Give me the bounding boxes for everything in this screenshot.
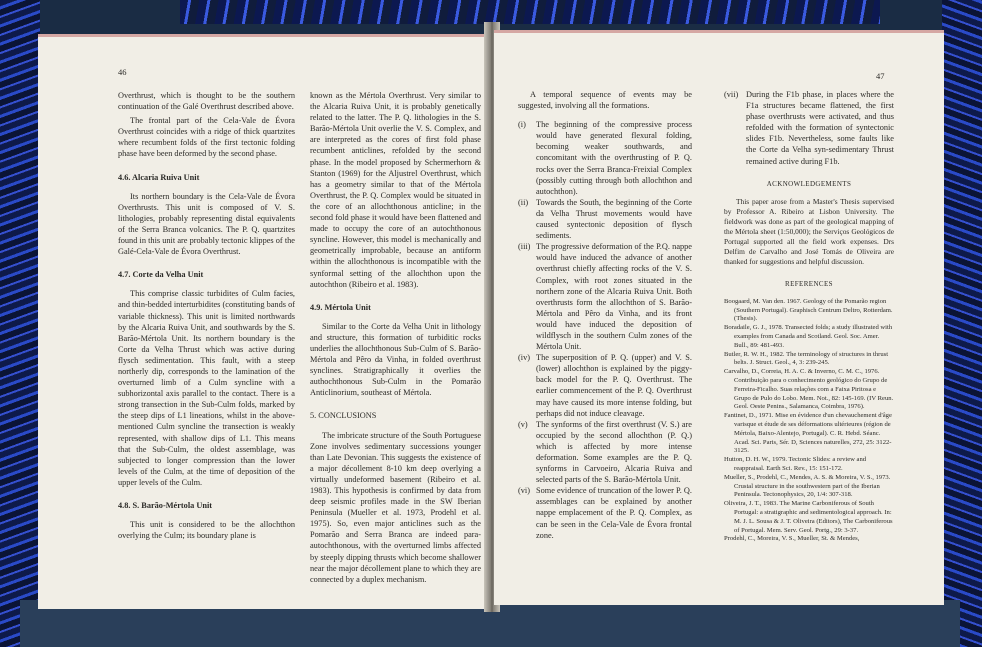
section-heading: 4.9. Mértola Unit	[310, 302, 371, 312]
list-item-number: (ii)	[518, 197, 529, 207]
paragraph: Its northern boundary is the Cela-Vale de Évora Overthrusts. This unit is composed of V. S. lithologies, probably representing distal equivalents of the Serra Branca volcanics. The P. Q. quartzites found in this unit are probably tectonic klippes of the Galé-Cela-Vale de Évora Overthrust.	[118, 191, 295, 257]
references-list	[724, 298, 894, 544]
page-number-left: 46	[118, 67, 127, 77]
paragraph: This unit is considered to be the allochthon overlying the Culm; its boundary plane is	[118, 520, 295, 541]
paragraph: The frontal part of the Cela-Vale de Évora Overthrust coincides with a ridge of thick quartzites where recumbent folds of the first tectonic folding phase have been deformed by the second phase.	[118, 116, 295, 159]
list-item	[518, 419, 692, 486]
left-page-column-1	[118, 90, 295, 541]
list-item-number: (iv)	[518, 353, 530, 363]
reference-entry: Fantinet, D., 1971. Mise en évidence d'un chevauchement d'âge varisque et étude de ses déformations ultérieures (région de Mértola, Baixo-Alentejo, Portugal). C. R. Hebd. Séanc. Acad. Sci. Paris, Sér. D, Sciences naturelles, 272, 25: 3122-3125.	[724, 412, 892, 455]
right-page	[494, 30, 944, 605]
reference-entry: Prodehl, C., Moreira, V. S., Mueller, St. & Mendes,	[724, 535, 860, 543]
section-heading: 4.6. Alcaria Ruiva Unit	[118, 172, 200, 182]
book-cover-left	[0, 0, 40, 647]
list-item-number: (i)	[518, 120, 526, 130]
reference-entry: Mueller, S., Prodehl, C., Mendes, A. S. & Moreira, V. S., 1973. Crustal structure in the southwestern part of the Iberian Peninsula. Tectonophysics, 20, 1/4: 307-318.	[724, 473, 891, 499]
list-item-number: (v)	[518, 419, 528, 429]
reference-entry: Carvalho, D., Correia, H. A. C. & Inverno, C. M. C., 1976. Contribuição para o conhecimento geológico do Grupo de Ferreira-Ficalho. Suas relações com a Faixa Piritosa e Grupo de Pulo do Lobo. Mem. Not., 82: 145-169. (IV Reun. Geol. Oeste Penins., Salamanca, Coimbra, 1976).	[724, 368, 894, 411]
list-item-text: Some evidence of truncation of the lower P. Q. assemblages can be explained by another nappe emplacement of the P. Q. Complex, as can be seen in the Cela-Vale de Évora frontal zone.	[536, 486, 692, 540]
paragraph: This comprise classic turbidites of Culm facies, and thin-bedded interturbidites (constituting bands of variable thickness). This unit is limited northwards by the Alcaria Ruiva Unit, and southwards by the S. Barão-Mértola Unit. Its northern boundary is the Corte da Velha Thrust which was active during flysch sedimentation. This fault, with a steep northerly dip, corresponds to the lamination of the overturned limb of a Culm syncline with a subhorizontal axis parallel to the contact. There is a strong transection in the Sub-Culm folds, marked by the steep dips of L1 lineations, whilst in the above-mentioned Culm syncline the transection is weakly represented, with shallow dips of L1. This means that the Sub-Culm, the oldest assemblage, was subjected to longer compression than the lower levels of the Culm, at the time of deposition of the upper levels of the Culm.	[118, 289, 295, 487]
right-page-column-1	[518, 89, 692, 541]
paragraph: Overthrust, which is thought to be the southern continuation of the Galé Overthrust described above.	[118, 91, 295, 112]
list-item	[518, 352, 692, 419]
list-item-number: (iii)	[518, 242, 531, 252]
list-item-text: The synforms of the first overthrust (V. S.) are occupied by the second allochthon (P. Q.) which is affected by more intense deformation. Some examples are the P. Q. synforms in Carvoeiro, Alcaria Ruiva and selected parts of the S. Barão-Mértola Unit.	[536, 419, 692, 485]
list-item-number: (vi)	[518, 486, 530, 496]
section-heading: 5. CONCLUSIONS	[310, 411, 377, 421]
section-heading: 4.7. Corte da Velha Unit	[118, 270, 204, 280]
right-page-column-2	[724, 89, 894, 544]
reference-entry: Butler, R. W. H., 1982. The terminology of structures in thrust belts. J. Struct. Geol., 4, 3: 239-245.	[724, 350, 889, 367]
paragraph: A temporal sequence of events may be suggested, involving all the formations.	[518, 90, 692, 111]
reference-entry: Boogaard, M. Van den. 1967. Geology of the Pomarão region (Southern Portugal). Graphisch Centrum Deltro, Rotterdam. (Thesis).	[724, 297, 893, 323]
references-heading: REFERENCES	[785, 279, 833, 288]
list-item-text: Towards the South, the beginning of the Corte da Velha Thrust movements would have caused syntectonic deposition of flysch sediments.	[536, 197, 692, 241]
reference-entry: Oliveira, J. T., 1983. The Marine Carboniferous of South Portugal: a stratigraphic and sedimentological approach. In: M. J. L. Sousa & J. T. Oliveira (Editors), The Carboniferous of Portugal. Mem. Serv. Geol. Portg., 29: 3-37.	[724, 500, 893, 534]
reference-entry: Boradaile, G. J., 1978. Transected folds; a study illustrated with examples from Canada and Scotland. Geol. Soc. Amer. Bull., 89: 481-493.	[724, 324, 893, 349]
acknowledgements-heading: ACKNOWLEDGEMENTS	[766, 179, 852, 188]
list-item	[518, 241, 692, 352]
book-cover-top	[180, 0, 880, 24]
list-item-text: The beginning of the compressive process would have generated flexural folding, becoming weaker southwards, and concomitant with the overthrusting of P. Q. rocks over the Serra Branca-Freixial Complex (possibly cutting through both allochthon and autochthon).	[536, 120, 692, 196]
event-sequence-list	[518, 119, 692, 541]
list-item	[518, 485, 692, 540]
reference-entry: Hutton, D. H. W., 1979. Tectonic Slides: a review and reappraisal. Earth Sci. Rev., 15: 151-172.	[724, 456, 867, 472]
acknowledgements-text: This paper arose from a Master's Thesis supervised by Professor A. Ribeiro at Lisbon University. The fieldwork was done as part of the geological mapping of the Mértola sheet (1:50,000); the Serviços Geológicos de Portugal supported all the field work expenses. Drs Delfim de Carvalho and José Tomás de Oliveira are thanked for suggestions and helpful discussion.	[724, 196, 894, 266]
list-item	[518, 119, 692, 197]
list-item: (vii) During the F1b phase, in places where the F1a structures became flattened, the first phase overthrusts were activated, and thus refolded with the formation of syntectonic slides F1b. Nevertheless, some faults like the Corte da Velha syn-sedimentary Thrust remained active during F1b.	[724, 90, 894, 166]
left-page	[38, 34, 490, 609]
left-page-column-2	[310, 90, 481, 585]
list-item-text: The progressive deformation of the P.Q. nappe would have induced the advance of another overthrust chiefly affecting rocks of the V. S. Complex, with root zones situated in the northern zone of the Alcaria Ruiva Unit. Both overthrusts form the allochthon of S. Barão-Mértola and Pêro da Vinha, and its front would have induced the deposition of wildflysch in the southern Culm zones of the Mértola Unit.	[536, 242, 692, 352]
list-item-text: The superposition of P. Q. (upper) and V. S. (lower) allochthon is explained by the piggy-back model for the P. Q. Overthrust. The earlier commencement of the P. Q. Overthrust may have caused its more intense folding, but perhaps did not induce cleavage.	[536, 353, 692, 418]
book-cover-right	[942, 0, 982, 647]
paragraph: Similar to the Corte da Velha Unit in lithology and structure, this formation of turbiditic rocks underlies the allochthonous Sub-Culm of S. Barão-Mértola and Pêro da Vinha, in folded overthrust synclines. Stratigraphically it overlies the authochthonous Sub-Culm in the Pomarão Anticlinorium, southeast of Mértola.	[310, 321, 481, 398]
section-heading: 4.8. S. Barão-Mértola Unit	[118, 501, 213, 510]
list-item	[518, 197, 692, 241]
paragraph: The imbricate structure of the South Portuguese Zone involves sedimentary successions younger than Late Devonian. This suggests the existence of a major décollement 8-10 km deep overlying a virtually undeformed basement (Ribeiro et al. 1983). This hypothesis is confirmed by data from deep seismic profiles made in the SW Iberian Peninsula (Mueller et al. 1973, Prodehl et al. 1975). So, even major anticlines such as the Pomarão and Serra Branca are indeed para-autochthonous, with the overturned limbs affected by steeply dipping thrusts which become shallower near the major décollement plane to which they are connected by a duplex mechanism.	[310, 430, 481, 584]
page-number-right: 47	[876, 71, 885, 81]
paragraph: known as the Mértola Overthrust. Very similar to the Alcaria Ruiva Unit, it is probably genetically related to the latter. The P. Q. lithologies in the S. Barão-Mértola Unit overlie the V. S. Complex, and are interpreted as the cores of first fold phase recumbent anticlines, refolded by the second phase. In the model proposed by Schermerhorn & Stanton (1969) for the Aljustrel Overthrust, which has a geometry similar to that of the Mértola Overthrust, the P. Q. Complex would be situated in the core of an allochthonous anticline; in the second fold phase it would have been flattened and made to occupy the core of an autochthonous syncline. However, this model is mechanically and geometrically improbable, because an antiform within the allochthonous is incompatible with the synformal setting of the allochthon upon the autochthon (Ribeiro et al. 1983).	[310, 91, 481, 289]
